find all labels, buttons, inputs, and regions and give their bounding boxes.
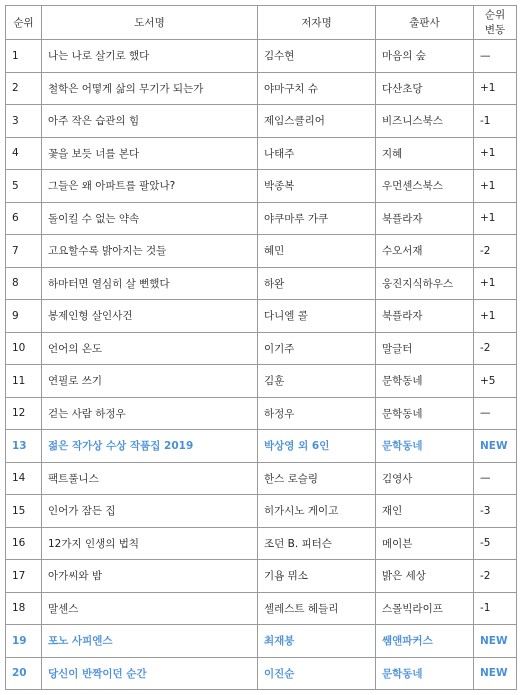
cell-rank-change: — — [474, 40, 517, 73]
table-row — [6, 267, 517, 300]
cell-rank: 3 — [6, 105, 42, 138]
cell-title: 하마터면 열심히 살 뻔했다 — [42, 267, 258, 300]
cell-rank: 16 — [6, 527, 42, 560]
cell-author: 이진순 — [258, 657, 376, 690]
cell-publisher: 수오서재 — [376, 235, 474, 268]
cell-author: 박종복 — [258, 170, 376, 203]
cell-publisher: 문학동네 — [376, 430, 474, 463]
cell-author: 하완 — [258, 267, 376, 300]
table-row — [6, 495, 517, 528]
cell-author: 최재붕 — [258, 625, 376, 658]
table-row — [6, 332, 517, 365]
cell-publisher: 비즈니스북스 — [376, 105, 474, 138]
cell-publisher: 마음의 숲 — [376, 40, 474, 73]
bestseller-table — [5, 5, 517, 690]
table-row — [6, 625, 517, 658]
cell-rank-change: -2 — [474, 560, 517, 593]
header-publisher: 출판사 — [376, 6, 474, 40]
cell-title: 아가씨와 밤 — [42, 560, 258, 593]
cell-rank: 8 — [6, 267, 42, 300]
cell-rank-change: -1 — [474, 105, 517, 138]
cell-rank-change: NEW — [474, 625, 517, 658]
cell-rank-change: +1 — [474, 267, 517, 300]
cell-title: 아주 작은 습관의 힘 — [42, 105, 258, 138]
cell-title: 그들은 왜 아파트를 팔았나? — [42, 170, 258, 203]
table-row — [6, 137, 517, 170]
cell-author: 야쿠마루 가쿠 — [258, 202, 376, 235]
cell-title: 돌이킬 수 없는 약속 — [42, 202, 258, 235]
cell-rank-change: — — [474, 462, 517, 495]
cell-publisher: 문학동네 — [376, 657, 474, 690]
table-row — [6, 72, 517, 105]
cell-rank-change: +1 — [474, 202, 517, 235]
cell-title: 철학은 어떻게 삶의 무기가 되는가 — [42, 72, 258, 105]
cell-author: 박상영 외 6인 — [258, 430, 376, 463]
cell-rank: 17 — [6, 560, 42, 593]
table-row — [6, 592, 517, 625]
cell-title: 나는 나로 살기로 했다 — [42, 40, 258, 73]
table-row — [6, 105, 517, 138]
table-row — [6, 40, 517, 73]
cell-rank-change: -3 — [474, 495, 517, 528]
cell-rank: 20 — [6, 657, 42, 690]
cell-author: 혜민 — [258, 235, 376, 268]
cell-title: 언어의 온도 — [42, 332, 258, 365]
cell-title: 팩트풀니스 — [42, 462, 258, 495]
cell-author: 한스 로슬링 — [258, 462, 376, 495]
cell-publisher: 스몰빅라이프 — [376, 592, 474, 625]
cell-author: 이기주 — [258, 332, 376, 365]
table-row — [6, 170, 517, 203]
cell-title: 12가지 인생의 법칙 — [42, 527, 258, 560]
cell-publisher: 문학동네 — [376, 365, 474, 398]
cell-rank: 4 — [6, 137, 42, 170]
cell-rank: 14 — [6, 462, 42, 495]
cell-publisher: 우먼센스북스 — [376, 170, 474, 203]
cell-title: 연필로 쓰기 — [42, 365, 258, 398]
table-row — [6, 235, 517, 268]
cell-rank-change: +1 — [474, 137, 517, 170]
cell-publisher: 웅진지식하우스 — [376, 267, 474, 300]
cell-rank-change: +1 — [474, 300, 517, 333]
cell-publisher: 메이븐 — [376, 527, 474, 560]
header-rank-change-line2: 변동 — [484, 23, 506, 36]
cell-author: 나태주 — [258, 137, 376, 170]
cell-rank: 1 — [6, 40, 42, 73]
table-row — [6, 430, 517, 463]
cell-rank: 19 — [6, 625, 42, 658]
cell-author: 김훈 — [258, 365, 376, 398]
header-row — [6, 6, 517, 40]
cell-title: 포노 사피엔스 — [42, 625, 258, 658]
cell-publisher: 다산초당 — [376, 72, 474, 105]
cell-title: 젊은 작가상 수상 작품집 2019 — [42, 430, 258, 463]
table-row — [6, 657, 517, 690]
cell-publisher: 쌤앤파커스 — [376, 625, 474, 658]
cell-author: 제임스클리어 — [258, 105, 376, 138]
header-rank: 순위 — [6, 6, 42, 40]
cell-title: 봉제인형 살인사건 — [42, 300, 258, 333]
cell-rank: 5 — [6, 170, 42, 203]
cell-rank-change: +5 — [474, 365, 517, 398]
cell-title: 꽃을 보듯 너를 본다 — [42, 137, 258, 170]
cell-rank: 6 — [6, 202, 42, 235]
cell-rank-change: — — [474, 397, 517, 430]
table-row — [6, 560, 517, 593]
cell-publisher: 재인 — [376, 495, 474, 528]
cell-author: 다니엘 콜 — [258, 300, 376, 333]
cell-rank: 2 — [6, 72, 42, 105]
cell-rank: 7 — [6, 235, 42, 268]
cell-publisher: 지혜 — [376, 137, 474, 170]
cell-rank-change: +1 — [474, 170, 517, 203]
cell-rank: 15 — [6, 495, 42, 528]
table-row — [6, 365, 517, 398]
cell-rank-change: -1 — [474, 592, 517, 625]
cell-publisher: 문학동네 — [376, 397, 474, 430]
cell-author: 하정우 — [258, 397, 376, 430]
header-title: 도서명 — [42, 6, 258, 40]
cell-rank-change: +1 — [474, 72, 517, 105]
header-rank-change-line1: 순위 — [484, 8, 506, 21]
cell-rank: 10 — [6, 332, 42, 365]
cell-rank-change: -2 — [474, 235, 517, 268]
table-row — [6, 527, 517, 560]
table-row — [6, 397, 517, 430]
cell-title: 당신이 반짝이던 순간 — [42, 657, 258, 690]
table-row — [6, 202, 517, 235]
cell-rank: 18 — [6, 592, 42, 625]
cell-title: 말센스 — [42, 592, 258, 625]
table-row — [6, 300, 517, 333]
cell-publisher: 김영사 — [376, 462, 474, 495]
cell-rank-change: NEW — [474, 430, 517, 463]
cell-rank-change: -5 — [474, 527, 517, 560]
cell-author: 셀레스트 헤들리 — [258, 592, 376, 625]
header-rank-change — [474, 6, 517, 40]
header-author: 저자명 — [258, 6, 376, 40]
cell-title: 고요할수록 밝아지는 것들 — [42, 235, 258, 268]
cell-publisher: 밝은 세상 — [376, 560, 474, 593]
cell-rank-change: NEW — [474, 657, 517, 690]
cell-title: 걷는 사람 하정우 — [42, 397, 258, 430]
cell-author: 야마구치 슈 — [258, 72, 376, 105]
cell-rank: 9 — [6, 300, 42, 333]
cell-publisher: 말글터 — [376, 332, 474, 365]
cell-author: 조던 B. 피터슨 — [258, 527, 376, 560]
cell-author: 기욤 뮈소 — [258, 560, 376, 593]
cell-rank: 12 — [6, 397, 42, 430]
cell-publisher: 북플라자 — [376, 202, 474, 235]
cell-rank: 13 — [6, 430, 42, 463]
cell-rank: 11 — [6, 365, 42, 398]
cell-rank-change: -2 — [474, 332, 517, 365]
cell-title: 인어가 잠든 집 — [42, 495, 258, 528]
cell-author: 김수현 — [258, 40, 376, 73]
cell-publisher: 북플라자 — [376, 300, 474, 333]
table-row — [6, 462, 517, 495]
cell-author: 히가시노 게이고 — [258, 495, 376, 528]
